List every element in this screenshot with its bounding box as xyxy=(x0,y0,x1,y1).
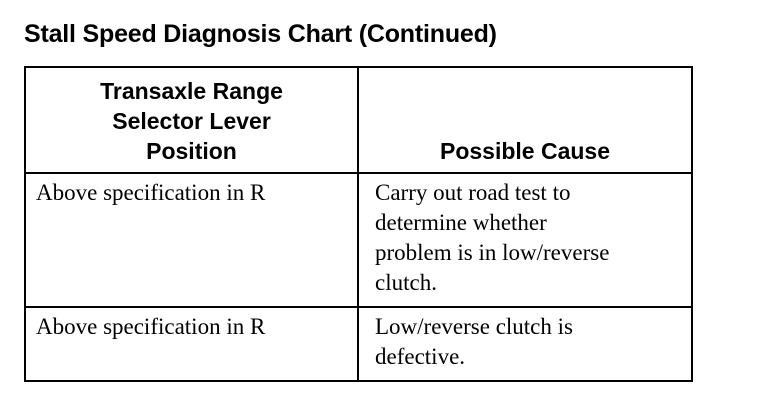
cell-text: Above specification in R xyxy=(36,180,266,205)
cell-text: defective. xyxy=(375,344,466,369)
cell-cause xyxy=(358,173,692,307)
header-line: Transaxle Range xyxy=(100,78,283,104)
table-row xyxy=(25,307,692,381)
cell-text: problem is in low/reverse xyxy=(375,240,610,265)
header-line: Selector Lever xyxy=(112,108,271,134)
table-row xyxy=(25,173,692,307)
cell-position xyxy=(25,307,358,381)
cell-cause xyxy=(358,307,692,381)
cell-position xyxy=(25,173,358,307)
cell-text: Carry out road test to xyxy=(375,180,571,205)
header-possible-cause xyxy=(358,67,692,173)
cell-text: Above specification in R xyxy=(36,314,266,339)
header-line: Position xyxy=(146,138,237,164)
page-title: Stall Speed Diagnosis Chart (Continued) xyxy=(24,20,497,48)
cell-text: determine whether xyxy=(375,210,547,235)
cell-text: clutch. xyxy=(375,270,437,295)
table-header-row xyxy=(25,67,692,173)
header-selector-position xyxy=(25,67,358,173)
header-line: Possible Cause xyxy=(439,138,611,164)
diagnosis-table xyxy=(24,66,693,382)
cell-text: Low/reverse clutch is xyxy=(375,314,573,339)
